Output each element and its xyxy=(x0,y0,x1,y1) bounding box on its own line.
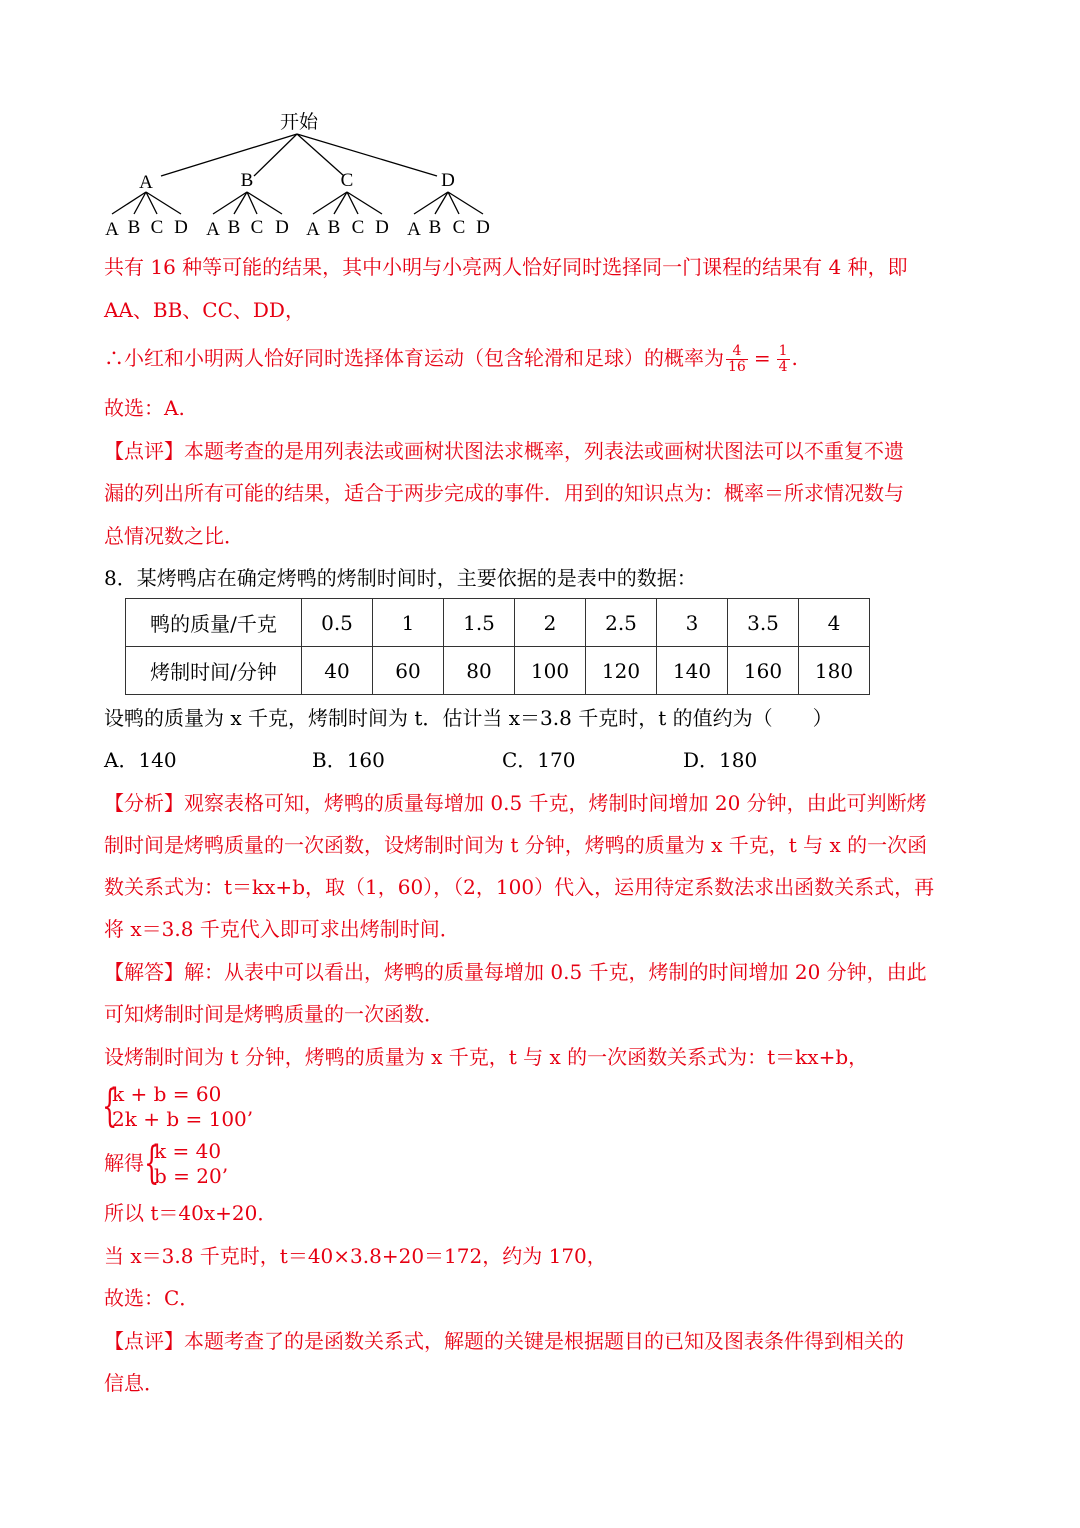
tree-leaf-AC: C xyxy=(150,217,164,238)
fraction-numerator: 4 xyxy=(726,344,748,360)
tree-leaf-BC: C xyxy=(250,217,264,238)
equation-line: 2k + b = 100’ xyxy=(112,1107,254,1131)
tree-node-A: A xyxy=(139,172,153,193)
analysis-tag: 【分析】 xyxy=(104,791,184,815)
q7-comment-line1 xyxy=(104,440,904,462)
solution-tag: 【解答】 xyxy=(104,960,184,984)
fraction-denominator: 4 xyxy=(778,359,788,375)
tree-edge xyxy=(313,192,347,214)
q7-choose: 故选：A. xyxy=(104,396,185,420)
option-D: D．180 xyxy=(683,748,758,772)
table-cell: 160 xyxy=(728,647,799,695)
table-cell: 4 xyxy=(799,599,870,647)
substitute-line: 当 x＝3.8 千克时，t＝40×3.8+20＝172，约为 170， xyxy=(104,1244,607,1268)
tree-leaf-DC: C xyxy=(452,217,466,238)
tree-leaf-AB: B xyxy=(127,217,141,238)
analysis-line1 xyxy=(104,792,927,814)
analysis-line2: 制时间是烤鸭质量的一次函数，设烤制时间为 t 分钟，烤鸭的质量为 x 千克，t 与 x 的一次函 xyxy=(104,833,928,857)
q7-comment-line2: 漏的列出所有可能的结果，适合于两步完成的事件．用到的知识点为：概率＝所求情况数与 xyxy=(104,481,904,505)
q8-comment-line1 xyxy=(104,1330,904,1352)
tree-leaf-CC: C xyxy=(351,217,365,238)
tree-edges-level1 xyxy=(161,134,437,176)
tree-edges-level2 xyxy=(112,192,483,214)
left-brace: { xyxy=(102,1081,118,1132)
tree-edge xyxy=(334,192,347,214)
comment-text: 本题考查了的是函数关系式，解题的关键是根据题目的已知及图表条件得到相关的 xyxy=(184,1329,904,1353)
q7-comment-line3: 总情况数之比． xyxy=(104,524,244,548)
left-brace: { xyxy=(144,1138,160,1189)
tree-edge xyxy=(414,192,448,214)
comment-tag: 【点评】 xyxy=(104,439,184,463)
tree-leaf-DA: A xyxy=(407,219,421,240)
tree-edge xyxy=(234,192,247,214)
table-row-header: 鸭的质量/千克 xyxy=(126,599,302,647)
option-C: C．170 xyxy=(502,748,576,772)
fraction-numerator: 1 xyxy=(778,343,788,359)
tree-leaf-BA: A xyxy=(206,219,220,240)
tree-edge xyxy=(213,192,247,214)
table-cell: 1 xyxy=(373,599,444,647)
solution-text: 解：从表中可以看出，烤鸭的质量每增加 0.5 千克，烤制的时间增加 20 分钟，由此 xyxy=(184,960,927,984)
solution-line3: 设烤制时间为 t 分钟，烤鸭的质量为 x 千克，t 与 x 的一次函数关系式为：t＝kx+b， xyxy=(104,1045,869,1069)
q7-result-line1: 共有 16 种等可能的结果，其中小明与小亮两人恰好同时选择同一门课程的结果有 4 种，即 xyxy=(104,255,908,279)
fraction-4-16 xyxy=(726,344,748,375)
table-cell: 0.5 xyxy=(302,599,373,647)
tree-leaf-CD: D xyxy=(375,217,389,238)
table-cell: 3.5 xyxy=(728,599,799,647)
analysis-line4: 将 x＝3.8 千克代入即可求出烤制时间． xyxy=(104,917,460,941)
tree-leaf-AA: A xyxy=(105,219,119,240)
solve-label: 解得 xyxy=(104,1151,144,1175)
table-cell: 40 xyxy=(302,647,373,695)
analysis-text: 观察表格可知，烤鸭的质量每增加 0.5 千克，烤制时间增加 20 分钟，由此可判断烤 xyxy=(184,791,927,815)
equation-line: k + b = 60 xyxy=(112,1082,222,1106)
table-row-time xyxy=(126,647,870,695)
table-cell: 80 xyxy=(444,647,515,695)
analysis-line3: 数关系式为：t＝kx+b，取（1，60），（2，100）代入，运用待定系数法求出函数关系式，再 xyxy=(104,875,935,899)
equation-system-2 xyxy=(144,1139,304,1191)
tree-edge xyxy=(112,192,146,214)
equals-sign: = xyxy=(753,346,771,370)
comment-text: 本题考查的是用列表法或画树状图法求概率，列表法或画树状图法可以不重复不遗 xyxy=(184,439,904,463)
option-A: A．140 xyxy=(104,748,177,772)
option-B: B．160 xyxy=(312,748,385,772)
tree-root-label: 开始 xyxy=(279,112,319,133)
table-row-header: 烤制时间/分钟 xyxy=(126,647,302,695)
probability-prefix: ∴小红和小明两人恰好同时选择体育运动（包含轮滑和足球）的概率为 xyxy=(104,346,724,370)
tree-leaf-CA: A xyxy=(306,219,320,240)
tree-edge xyxy=(435,192,448,214)
table-cell: 2.5 xyxy=(586,599,657,647)
q7-probability-line xyxy=(104,341,798,375)
q8-choose: 故选：C． xyxy=(104,1286,200,1310)
tree-diagram xyxy=(0,0,1080,250)
table-cell: 120 xyxy=(586,647,657,695)
equation-line: k = 40 xyxy=(154,1139,222,1163)
table-cell: 180 xyxy=(799,647,870,695)
tree-leaf-DB: B xyxy=(428,217,442,238)
q8-question: 设鸭的质量为 x 千克，烤制时间为 t．估计当 x＝3.8 千克时，t 的值约为（ ） xyxy=(104,706,833,730)
result-line: 所以 t＝40x+20． xyxy=(104,1201,278,1225)
table-cell: 1.5 xyxy=(444,599,515,647)
table-cell: 2 xyxy=(515,599,586,647)
equation-line: b = 20’ xyxy=(154,1164,229,1188)
q8-stem: 8．某烤鸭店在确定烤鸭的烤制时间时，主要依据的是表中的数据： xyxy=(104,566,697,590)
fraction-denominator: 16 xyxy=(728,359,746,375)
probability-end: . xyxy=(791,346,798,370)
table-cell: 60 xyxy=(373,647,444,695)
solution-line1 xyxy=(104,961,927,983)
table-row-mass xyxy=(126,599,870,647)
tree-level2-nodes xyxy=(105,217,490,240)
duck-data-table xyxy=(125,598,870,695)
table-cell: 3 xyxy=(657,599,728,647)
tree-node-B: B xyxy=(240,170,254,191)
tree-leaf-BD: D xyxy=(275,217,289,238)
tree-level1-nodes xyxy=(139,170,455,193)
tree-leaf-BB: B xyxy=(227,217,241,238)
fraction-1-4 xyxy=(777,344,790,375)
table-cell: 100 xyxy=(515,647,586,695)
equation-system-1 xyxy=(102,1082,302,1134)
tree-leaf-AD: D xyxy=(174,217,188,238)
solution-line2: 可知烤制时间是烤鸭质量的一次函数． xyxy=(104,1002,444,1026)
tree-node-D: D xyxy=(441,170,455,191)
tree-node-C: C xyxy=(340,170,354,191)
q7-result-line2: AA、BB、CC、DD， xyxy=(104,298,305,322)
tree-leaf-DD: D xyxy=(476,217,490,238)
comment-tag: 【点评】 xyxy=(104,1329,184,1353)
tree-leaf-CB: B xyxy=(327,217,341,238)
q8-comment-line2: 信息． xyxy=(104,1371,164,1395)
table-cell: 140 xyxy=(657,647,728,695)
